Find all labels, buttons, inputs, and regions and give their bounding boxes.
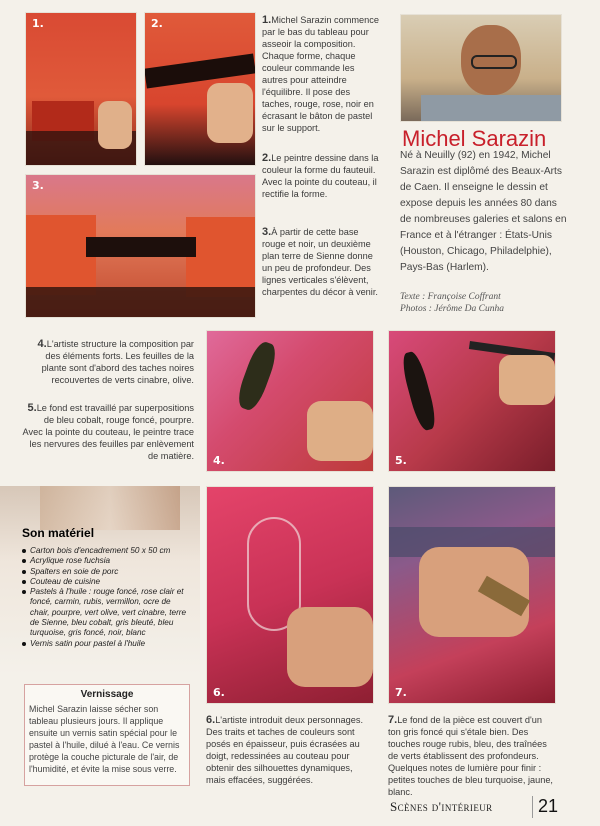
credit-photos: Photos : Jérôme Da Cunha (400, 304, 504, 314)
materiel-item: Couteau de cuisine (22, 577, 192, 587)
artist-bio: Né à Neuilly (92) en 1942, Michel Sarazin est diplômé des Beaux-Arts de Caen. Il enseigne le dessin et expose depuis les années 80 dans de nombreuses galeries et salons en France et à l'étranger : États-Unis (Houston, Chicago, Philadelphie), Pays-Bas (Harlem). (400, 150, 567, 273)
materiel-list (22, 546, 192, 649)
photo-number: 2. (151, 17, 163, 30)
palette-photo (40, 486, 180, 530)
photo-number: 7. (395, 686, 407, 699)
materiel-item: Spalters en soie de porc (22, 567, 192, 577)
step-5-text: 5.Le fond est travaillé par superpositions de bleu cobalt, rouge foncé, pourpre. Avec la pointe du couteau, le peintre trace les nervures des feuilles par enlèvement de matière. (22, 402, 194, 461)
photo-number: 5. (395, 454, 407, 467)
photo-number: 4. (213, 454, 225, 467)
step-7-photo (388, 486, 556, 704)
photo-number: 6. (213, 686, 225, 699)
materiel-item: Pastels à l'huile : rouge foncé, rose clair et foncé, carmin, rubis, vermillon, ocre de chair, pourpre, vert olive, vert cinabre, terre de Sienne, bleu cobalt, gris bleuté, bleu turquoise, gris foncé, noir, blanc (22, 587, 192, 638)
artist-portrait (400, 14, 562, 122)
footer-divider (532, 796, 533, 818)
photo-number: 1. (32, 17, 44, 30)
step-4-photo (206, 330, 374, 472)
materiel-item: Acrylique rose fuchsia (22, 556, 192, 566)
step-2-text: 2.Le peintre dessine dans la couleur la forme du fauteuil. Avec la pointe du couteau, il rectifie la forme. (262, 152, 379, 199)
step-6-text: 6.L'artiste introduit deux personnages. Des traits et taches de couleurs sont posés en épaisseur, puis écrasées au doigt, redessinées au couteau pour obtenir des silhouettes dynamiques, mais effacées, suggérées. (206, 714, 364, 785)
step-3-text: 3.À partir de cette base rouge et noir, un deuxième plan terre de Sienne donne un peu de profondeur. Des lignes verticales s'élèvent, charpentes du décor à venir. (262, 226, 378, 297)
vernissage-title: Vernissage (80, 689, 134, 700)
step-2-photo (144, 12, 256, 166)
materiel-title: Son matériel (22, 526, 95, 540)
section-footer: Scènes d'intérieur (390, 799, 493, 814)
artist-name: Michel Sarazin (402, 126, 547, 151)
step-4-text: 4.L'artiste structure la composition par des éléments forts. Les feuilles de la plante sont d'abord des taches noires recouvertes de verts cinabre, olive. (37, 338, 194, 385)
materiel-item: Carton bois d'encadrement 50 x 50 cm (22, 546, 192, 556)
step-3-photo (25, 174, 256, 318)
photo-number: 3. (32, 179, 44, 192)
page-number: 21 (538, 796, 559, 816)
step-5-photo (388, 330, 556, 472)
step-6-photo (206, 486, 374, 704)
materiel-item: Vernis satin pour pastel à l'huile (22, 639, 192, 649)
step-7-text: 7.Le fond de la pièce est couvert d'un ton gris foncé qui s'étale bien. Des touches rouge rubis, bleu, des traînées de verts établissent des profondeurs. Quelques notes de lumière pour finir : petites touches de bleu turquoise, jaune, blanc. (388, 714, 553, 797)
credit-text: Texte : Françoise Coffrant (400, 292, 501, 302)
vernissage-box (24, 684, 190, 786)
step-1-photo (25, 12, 137, 166)
step-1-text: 1.Michel Sarazin commence par le bas du tableau pour asseoir la composition. Chaque forme, chaque couleur commande les autres pour atteindre l'équilibre. Il pose des taches, rouge, rose, noir en écrasant le bâton de pastel sur le support. (262, 14, 379, 133)
vernissage-text: Michel Sarazin laisse sécher son tableau plusieurs jours. Il applique ensuite un vernis satin spécial pour le pastel à l'huile, dilué à l'eau. Ce vernis protège la couche picturale de l'air, de l'humidité, et évite la mise sous verre. (29, 704, 180, 774)
